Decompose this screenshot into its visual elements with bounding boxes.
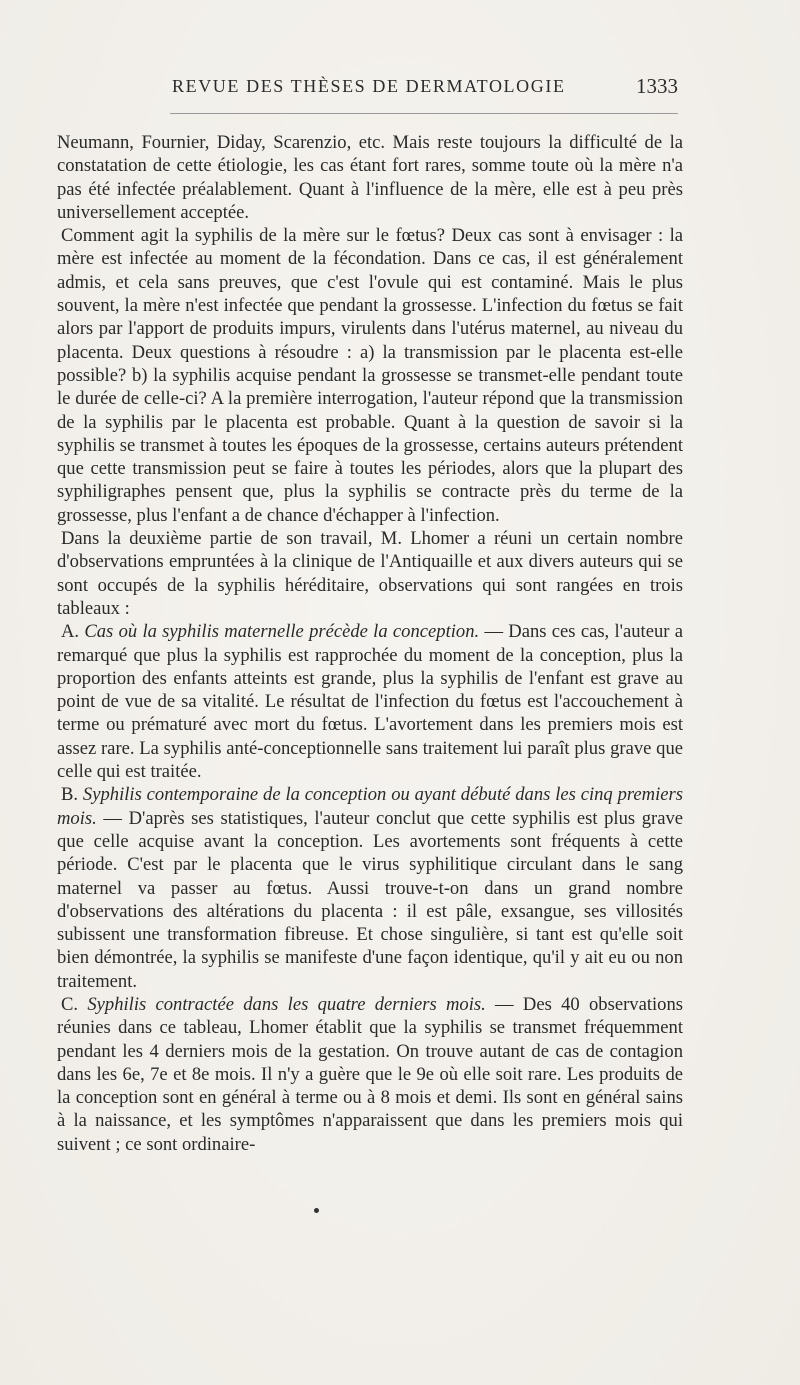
section-a xyxy=(57,620,683,783)
article-body xyxy=(57,131,683,1156)
ink-speck xyxy=(314,1208,319,1213)
section-c xyxy=(57,993,683,1156)
page-header xyxy=(0,70,800,110)
section-b-label: B. xyxy=(61,784,79,806)
running-title: REVUE DES THÈSES DE DERMATOLOGIE xyxy=(172,76,566,96)
section-b xyxy=(57,783,683,993)
section-b-heading: Syphilis contemporaine de la conception ou ayant débuté dans les cinq premiers mois. xyxy=(57,784,683,829)
paragraph-1 xyxy=(57,131,683,224)
section-a-text: — Dans ces cas, l'auteur a remarqué que plus la syphilis est rapprochée du moment de la conception, plus la proportion des enfants atteints est grande, plus la syphilis de l'enfant est grave au point de vue de sa vitalité. Le résultat de l'infection du fœtus est l'accouchement à terme ou prématuré avec mort du fœtus. L'avortement dans les premiers mois est assez rare. La syphilis anté-conceptionnelle sans traitement lui paraît plus grave que celle qui est traitée. xyxy=(57,621,683,783)
page-number: 1333 xyxy=(636,74,678,98)
paragraph-1-text: Neumann, Fournier, Diday, Scarenzio, etc. Mais reste toujours la difficulté de la constatation de cette étiologie, les cas étant fort rares, somme toute où la mère n'a pas été infectée préalablement. Quant à l'influence de la mère, elle est à peu près universellement acceptée. xyxy=(57,132,683,223)
section-c-heading: Syphilis contractée dans les quatre derniers mois. xyxy=(87,993,486,1015)
paragraph-3 xyxy=(57,527,683,620)
section-c-text: — Des 40 observations réunies dans ce tableau, Lhomer établit que la syphilis se transmet fréquemment pendant les 4 derniers mois de la gestation. On trouve autant de cas de contagion dans les 6e, 7e et 8e mois. Il n'y a guère que le 9e où elle soit rare. Les produits de la conception sont en général à terme ou à 8 mois et demi. Ils sont en général sains à la naissance, et les symptômes n'apparaissent que dans les premiers mois qui suivent ; ce sont ordinaire- xyxy=(57,993,683,1155)
header-rule xyxy=(170,113,678,114)
section-c-label: C. xyxy=(61,993,79,1015)
paragraph-2 xyxy=(57,224,683,527)
paragraph-3-text: Dans la deuxième partie de son travail, M. Lhomer a réuni un certain nombre d'observations empruntées à la clinique de l'Antiquaille et aux divers auteurs qui se sont occupés de la syphilis héréditaire, observations qui sont rangées en trois tableaux : xyxy=(57,528,683,619)
section-b-text: — D'après ses statistiques, l'auteur conclut que cette syphilis est plus grave que celle acquise avant la conception. Les avortements sont fréquents à cette période. C'est par le placenta que le virus syphilitique circulant dans le sang maternel va passer au fœtus. Aussi trouve-t-on dans un grand nombre d'observations des altérations du placenta : il est pâle, exsangue, ses villosités subissent une transformation fibreuse. Et chose singulière, si tant est qu'elle soit bien démontrée, la syphilis se manifeste d'une façon identique, qu'il y ait eu ou non traitement. xyxy=(57,807,684,992)
section-a-heading: Cas où la syphilis maternelle précède la conception. xyxy=(84,621,480,643)
paragraph-2-text: Comment agit la syphilis de la mère sur le fœtus? Deux cas sont à envisager : la mère est infectée au moment de la fécondation. Dans ce cas, il est généralement admis, et cela sans preuves, que c'est l'ovule qui est contaminé. Mais le plus souvent, la mère n'est infectée que pendant la grossesse. L'infection du fœtus se fait alors par l'apport de produits impurs, virulents dans l'utérus maternel, au niveau du placenta. Deux questions à résoudre : a) la transmission par le placenta est-elle possible? b) la syphilis acquise pendant la grossesse se transmet-elle pendant toute le durée de celle-ci? A la première interrogation, l'auteur répond que la transmission de la syphilis par le placenta est probable. Quant à la question de savoir si la syphilis se transmet à toutes les époques de la grossesse, certains auteurs prétendent que cette transmission peut se faire à toutes les périodes, alors que la plupart des syphiligraphes pensent que, plus la syphilis se contracte près du terme de la grossesse, plus l'enfant a de chance d'échapper à l'infection. xyxy=(57,225,683,526)
section-a-label: A. xyxy=(61,621,80,643)
